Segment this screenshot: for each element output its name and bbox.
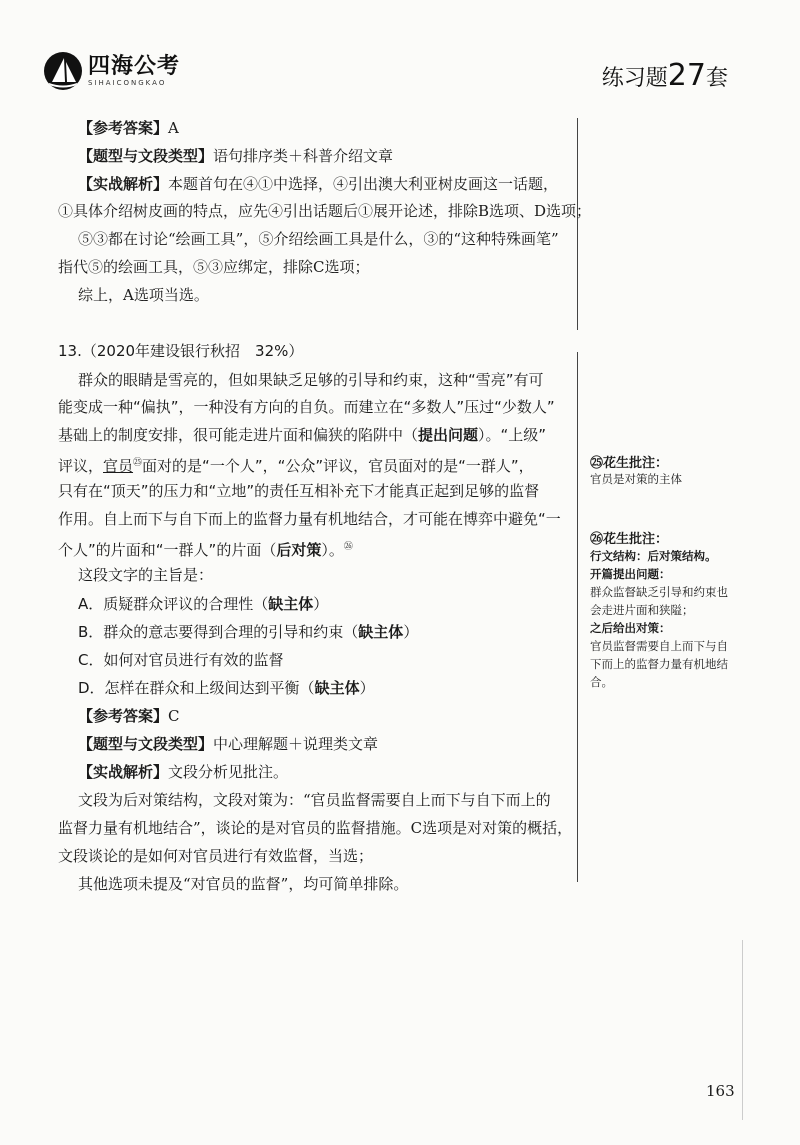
answer-label: 【参考答案】 — [78, 707, 169, 725]
type-value: 中心理解题＋说理类文章 — [213, 735, 379, 753]
passage-line — [58, 537, 353, 560]
option-d: D．怎样在群众和上级间达到平衡（缺主体） — [78, 679, 375, 697]
option-note: 缺主体 — [314, 679, 360, 697]
set-title-number: 27 — [667, 58, 706, 93]
answer-label: 【参考答案】 — [78, 119, 169, 137]
annotation-26-line: 下而上的监督力量有机地结 — [590, 657, 728, 671]
page-number: 163 — [706, 1082, 735, 1100]
q12-analysis-line: ①具体介绍树皮画的特点，应先④引出话题后①展开论述，排除B选项、D选项； — [58, 202, 592, 220]
passage-line: 能变成一种“偏执”，一种没有方向的自负。而建立在“多数人”压过“少数人” — [58, 398, 555, 416]
q13-answer-line — [78, 706, 180, 726]
brand-logo — [44, 52, 180, 90]
q13-analysis-line — [78, 762, 288, 782]
option-note: 缺主体 — [268, 595, 314, 613]
passage-text: 个人”的片面和“一群人”的片面（ — [58, 541, 277, 559]
annotation-26-line: 开篇提出问题： — [590, 567, 671, 581]
passage-line: 只有在“顶天”的压力和“立地”的责任互相补充下才能真正起到足够的监督 — [58, 482, 540, 500]
annotation-26-line: 行文结构：后对策结构。 — [590, 549, 717, 563]
logo-name-cn: 四海公考 — [88, 53, 181, 79]
q12-answer-line — [78, 118, 179, 138]
annotation-26-line: 合。 — [590, 675, 613, 689]
annotation-26-line: 之后给出对策： — [590, 621, 671, 635]
column-divider — [577, 352, 578, 882]
explain-line: 监督力量有机地结合”，谈论的是对官员的监督措施。C选项是对对策的概括， — [58, 819, 573, 837]
analysis-label: 【实战解析】 — [78, 763, 169, 781]
option-note: 缺主体 — [358, 623, 404, 641]
column-divider — [577, 118, 578, 330]
passage-text: ）。“上级” — [478, 426, 547, 444]
footnote-marker: ㉕ — [133, 458, 143, 468]
passage-line: 作用。自上而下与自下而上的监督力量有机地结合，才可能在博弈中避免“一 — [58, 510, 561, 528]
annotation-25-title: ㉕花生批注： — [590, 456, 669, 471]
answer-value: C — [168, 707, 180, 725]
option-b: B．群众的意志要得到合理的引导和约束（缺主体） — [78, 623, 419, 641]
annotation-tag: 提出问题 — [418, 426, 479, 444]
passage-line — [58, 425, 546, 445]
logo-name-en: SIHAICONGKAO — [88, 78, 167, 87]
q13-type-line — [78, 734, 378, 754]
q12-conclusion: 综上，A选项当选。 — [78, 286, 209, 304]
analysis-text: 文段分析见批注。 — [168, 763, 289, 781]
passage-text: 评议， — [58, 457, 104, 475]
annotation-25-text: 官员是对策的主体 — [590, 472, 682, 486]
q13-heading: 13.（2020年建设银行秋招 32%） — [58, 342, 304, 360]
option-c: C．如何对官员进行有效的监督 — [78, 651, 284, 669]
analysis-text: 本题首句在④①中选择，④引出澳大利亚树皮画这一话题， — [168, 175, 559, 193]
set-title-suffix: 套 — [705, 66, 728, 91]
passage-text: ）。 — [321, 541, 344, 559]
type-value: 语句排序类＋科普介绍文章 — [213, 147, 394, 165]
set-title — [602, 58, 728, 93]
sail-logo-icon — [44, 52, 82, 90]
explain-line: 文段谈论的是如何对官员进行有效监督，当选； — [58, 847, 374, 865]
type-label: 【题型与文段类型】 — [78, 735, 214, 753]
annotation-26-title: ㉖花生批注： — [590, 532, 669, 547]
passage-text: 面对的是“一个人”，“公众”评议，官员面对的是“一群人”， — [142, 457, 534, 475]
passage-text: 基础上的制度安排，很可能走进片面和偏狭的陷阱中（ — [58, 426, 419, 444]
q12-type-line — [78, 146, 393, 166]
analysis-label: 【实战解析】 — [78, 175, 169, 193]
passage-line — [58, 453, 534, 476]
option-a: A．质疑群众评议的合理性（缺主体） — [78, 595, 329, 613]
question-stem: 这段文字的主旨是： — [78, 566, 214, 584]
answer-value: A — [168, 119, 179, 137]
q12-analysis-line: ⑤③都在讨论“绘画工具”，⑤介绍绘画工具是什么，③的“这种特殊画笔” — [78, 230, 559, 248]
annotation-tag: 后对策 — [276, 541, 322, 559]
annotation-26-line: 会走进片面和狭隘； — [590, 603, 694, 617]
margin-rule — [742, 940, 743, 1120]
q12-analysis-line — [78, 174, 558, 194]
footnote-marker: ㉖ — [343, 542, 353, 552]
q12-analysis-line: 指代⑤的绘画工具，⑤③应绑定，排除C选项； — [58, 258, 370, 276]
passage-line: 群众的眼睛是雪亮的，但如果缺乏足够的引导和约束，这种“雪亮”有可 — [78, 371, 544, 389]
type-label: 【题型与文段类型】 — [78, 147, 214, 165]
explain-line: 其他选项未提及“对官员的监督”，均可简单排除。 — [78, 875, 409, 893]
set-title-prefix: 练习题 — [601, 66, 668, 91]
annotation-26-line: 群众监督缺乏引导和约束也 — [590, 585, 728, 599]
underlined-term: 官员 — [103, 457, 134, 475]
annotation-26-line: 官员监督需要自上而下与自 — [590, 639, 728, 653]
explain-line: 文段为后对策结构，文段对策为：“官员监督需要自上而下与自下而上的 — [78, 791, 551, 809]
